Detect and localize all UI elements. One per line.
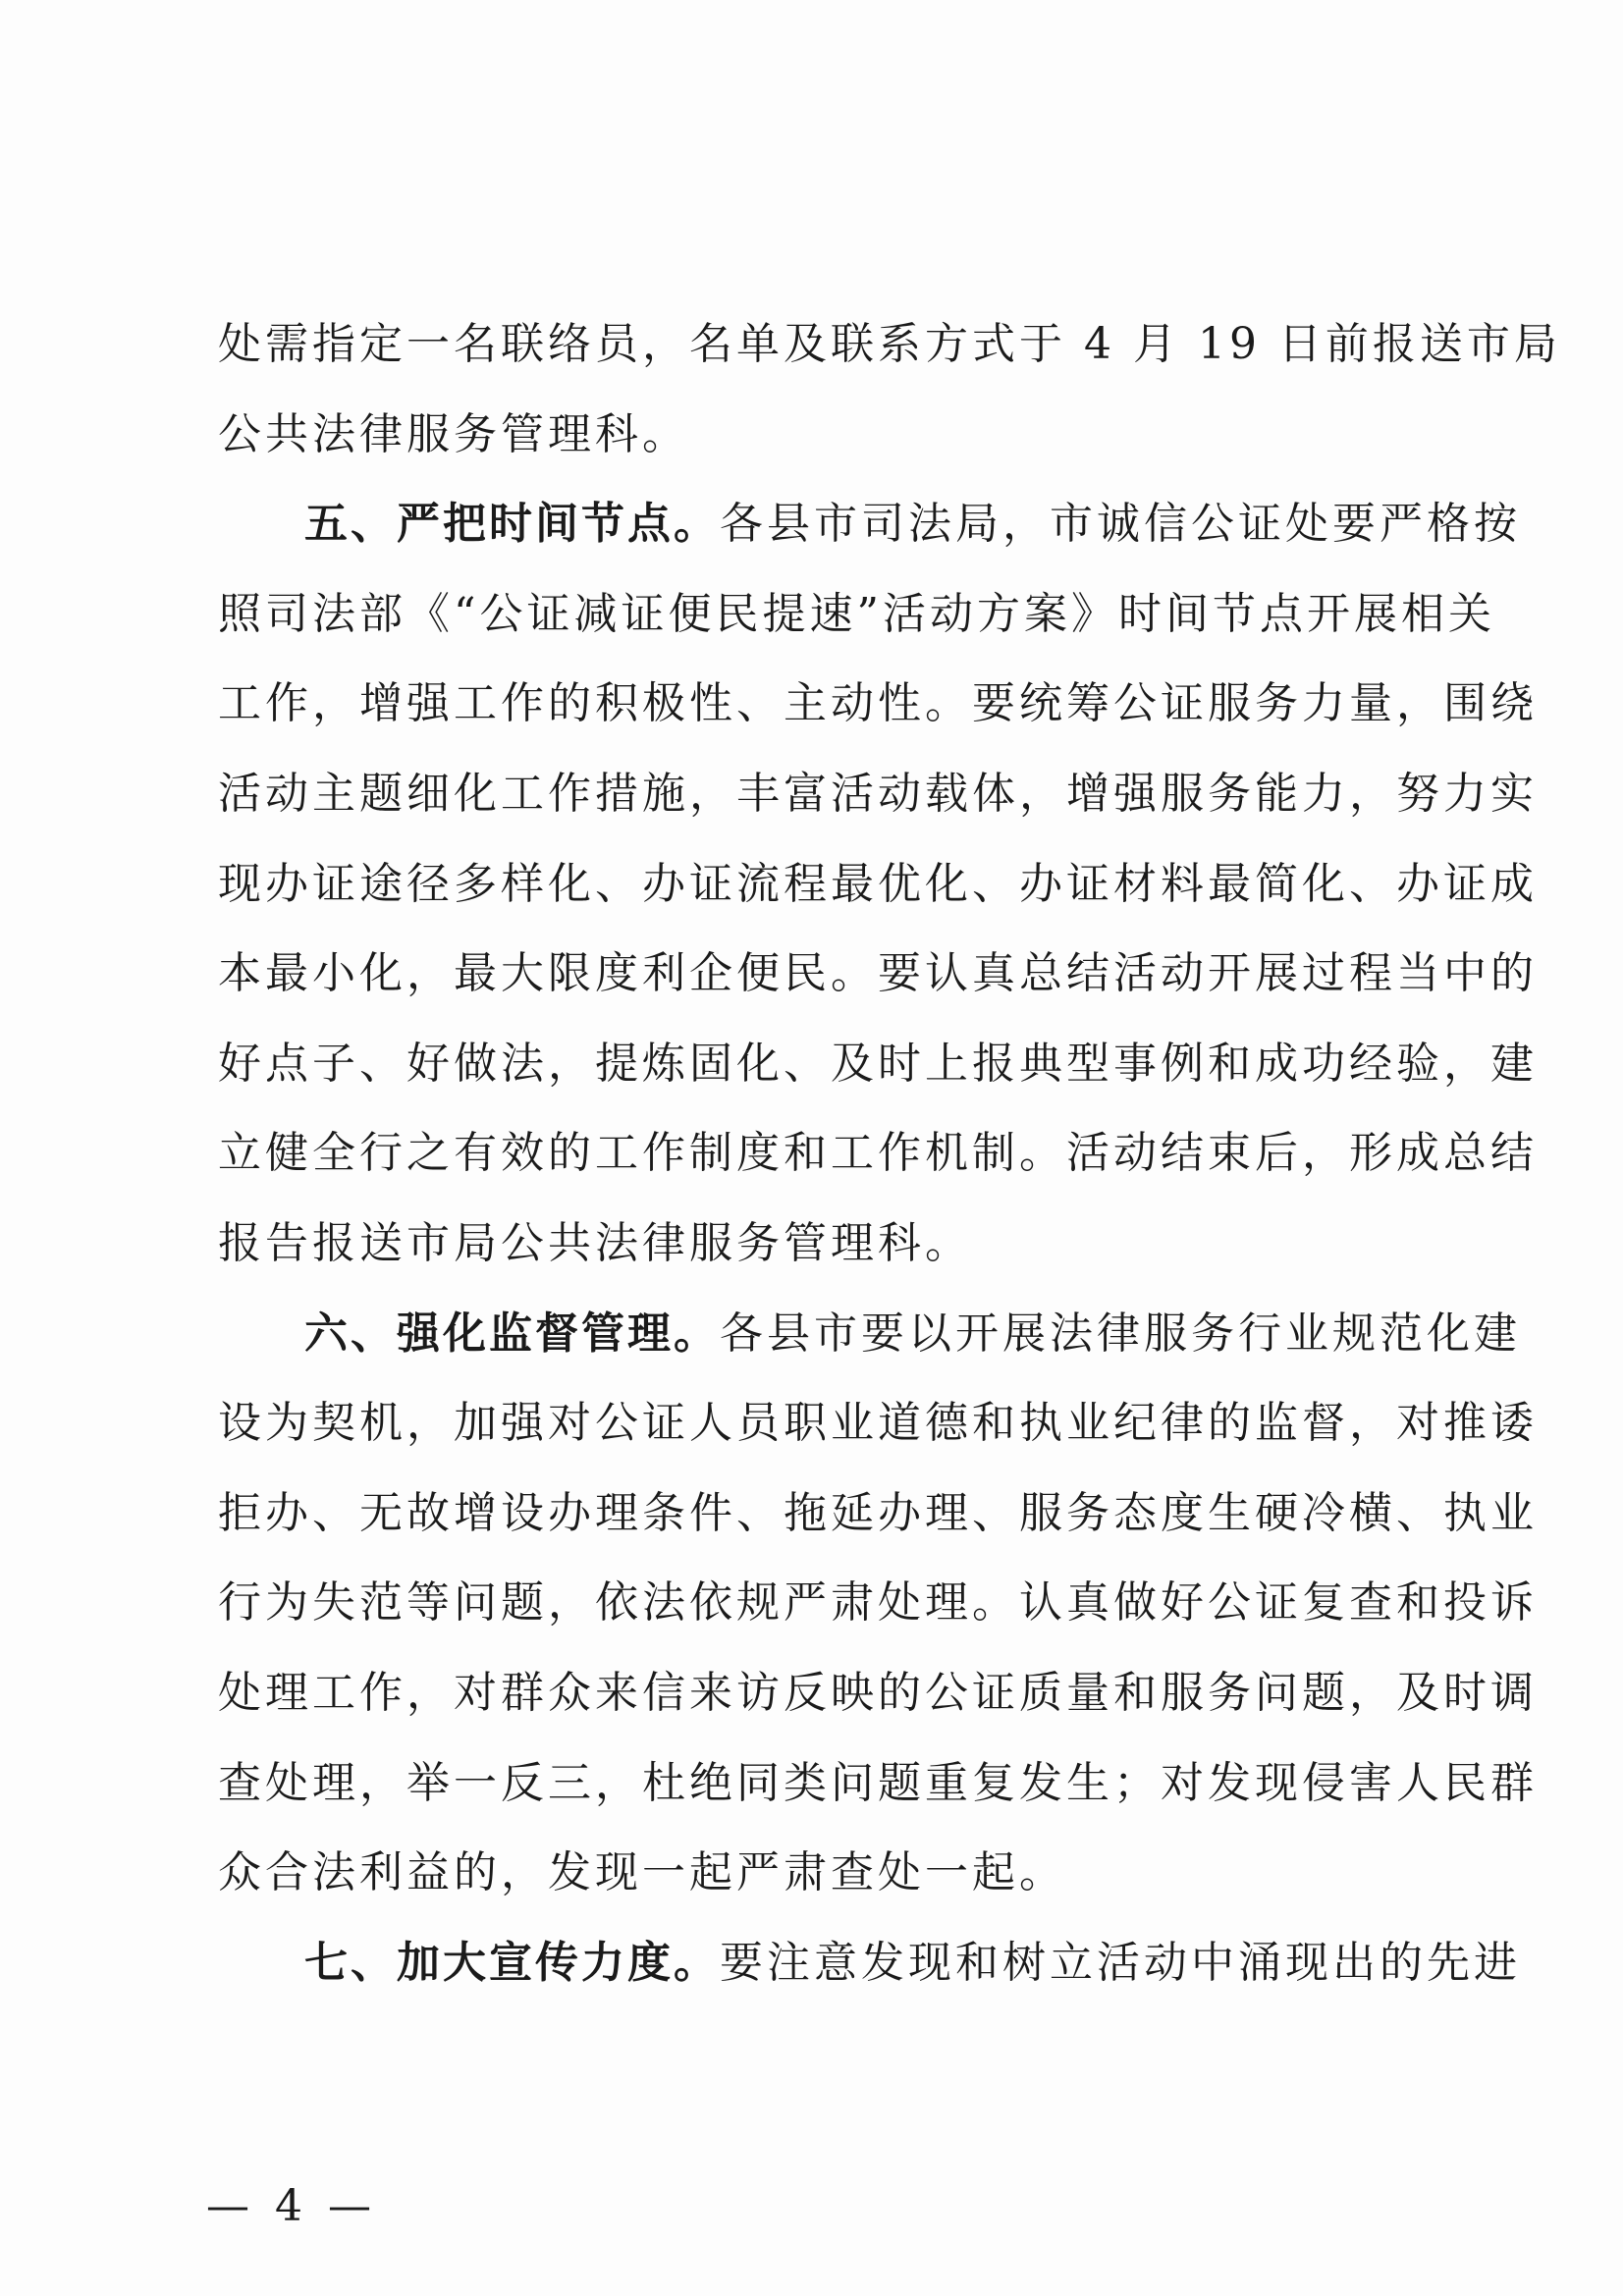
line-text: 各县市要以开展法律服务行业规范化建 — [720, 1308, 1521, 1359]
document-body — [218, 299, 1561, 2007]
page-number: — 4 — — [206, 2181, 377, 2231]
line-text: 众合法利益的，发现一起严肃查处一起。 — [218, 1847, 1066, 1898]
line-text: 设为契机，加强对公证人员职业道德和执业纪律的监督，对推诿 — [218, 1398, 1538, 1449]
text-line — [218, 659, 1538, 749]
text-line — [218, 1199, 1418, 1289]
text-line — [218, 929, 1538, 1019]
line-text: 现办证途径多样化、办证流程最优化、办证材料最简化、办证成 — [218, 858, 1538, 909]
text-line — [218, 479, 1521, 569]
text-line — [218, 1828, 1418, 1918]
text-line — [218, 839, 1538, 930]
text-line — [218, 1558, 1538, 1648]
text-line — [218, 390, 1418, 480]
line-text: 本最小化，最大限度利企便民。要认真总结活动开展过程当中的 — [218, 948, 1538, 999]
text-line — [218, 749, 1538, 839]
line-text: 处需指定一名联络员，名单及联系方式于 4 月 19 日前报送市局 — [218, 319, 1561, 369]
text-line — [218, 1468, 1538, 1559]
line-text: 处理工作，对群众来信来访反映的公证质量和服务问题，及时调 — [218, 1667, 1538, 1718]
line-text: 查处理，举一反三，杜绝同类问题重复发生；对发现侵害人民群 — [218, 1757, 1538, 1808]
line-text: 工作，增强工作的积极性、主动性。要统筹公证服务力量，围绕 — [218, 678, 1538, 729]
text-line — [218, 1289, 1521, 1379]
section-heading: 六、强化监督管理。 — [304, 1308, 720, 1359]
section-heading: 七、加大宣传力度。 — [304, 1937, 720, 1988]
section-heading: 五、严把时间节点。 — [304, 499, 720, 550]
line-text: 拒办、无故增设办理条件、拖延办理、服务态度生硬冷横、执业 — [218, 1487, 1538, 1538]
line-text: 立健全行之有效的工作制度和工作机制。活动结束后，形成总结 — [218, 1128, 1538, 1179]
text-line — [218, 1738, 1538, 1829]
line-text: 照司法部《“公证减证便民提速”活动方案》时间节点开展相关 — [218, 588, 1495, 639]
text-line — [218, 569, 1495, 660]
line-text: 活动主题细化工作措施，丰富活动载体，增强服务能力，努力实 — [218, 768, 1538, 819]
line-text: 要注意发现和树立活动中涌现出的先进 — [720, 1937, 1521, 1988]
line-text: 报告报送市局公共法律服务管理科。 — [218, 1217, 972, 1268]
text-line — [218, 1019, 1538, 1109]
text-line — [218, 1108, 1538, 1199]
line-text: 行为失范等问题，依法依规严肃处理。认真做好公证复查和投诉 — [218, 1577, 1538, 1629]
text-line — [218, 1648, 1538, 1738]
text-line — [218, 1378, 1538, 1468]
line-text: 好点子、好做法，提炼固化、及时上报典型事例和成功经验，建 — [218, 1038, 1538, 1089]
line-text: 各县市司法局，市诚信公证处要严格按 — [720, 499, 1521, 550]
text-line — [218, 299, 1561, 390]
line-text: 公共法律服务管理科。 — [218, 408, 689, 459]
text-line — [218, 1918, 1521, 2008]
